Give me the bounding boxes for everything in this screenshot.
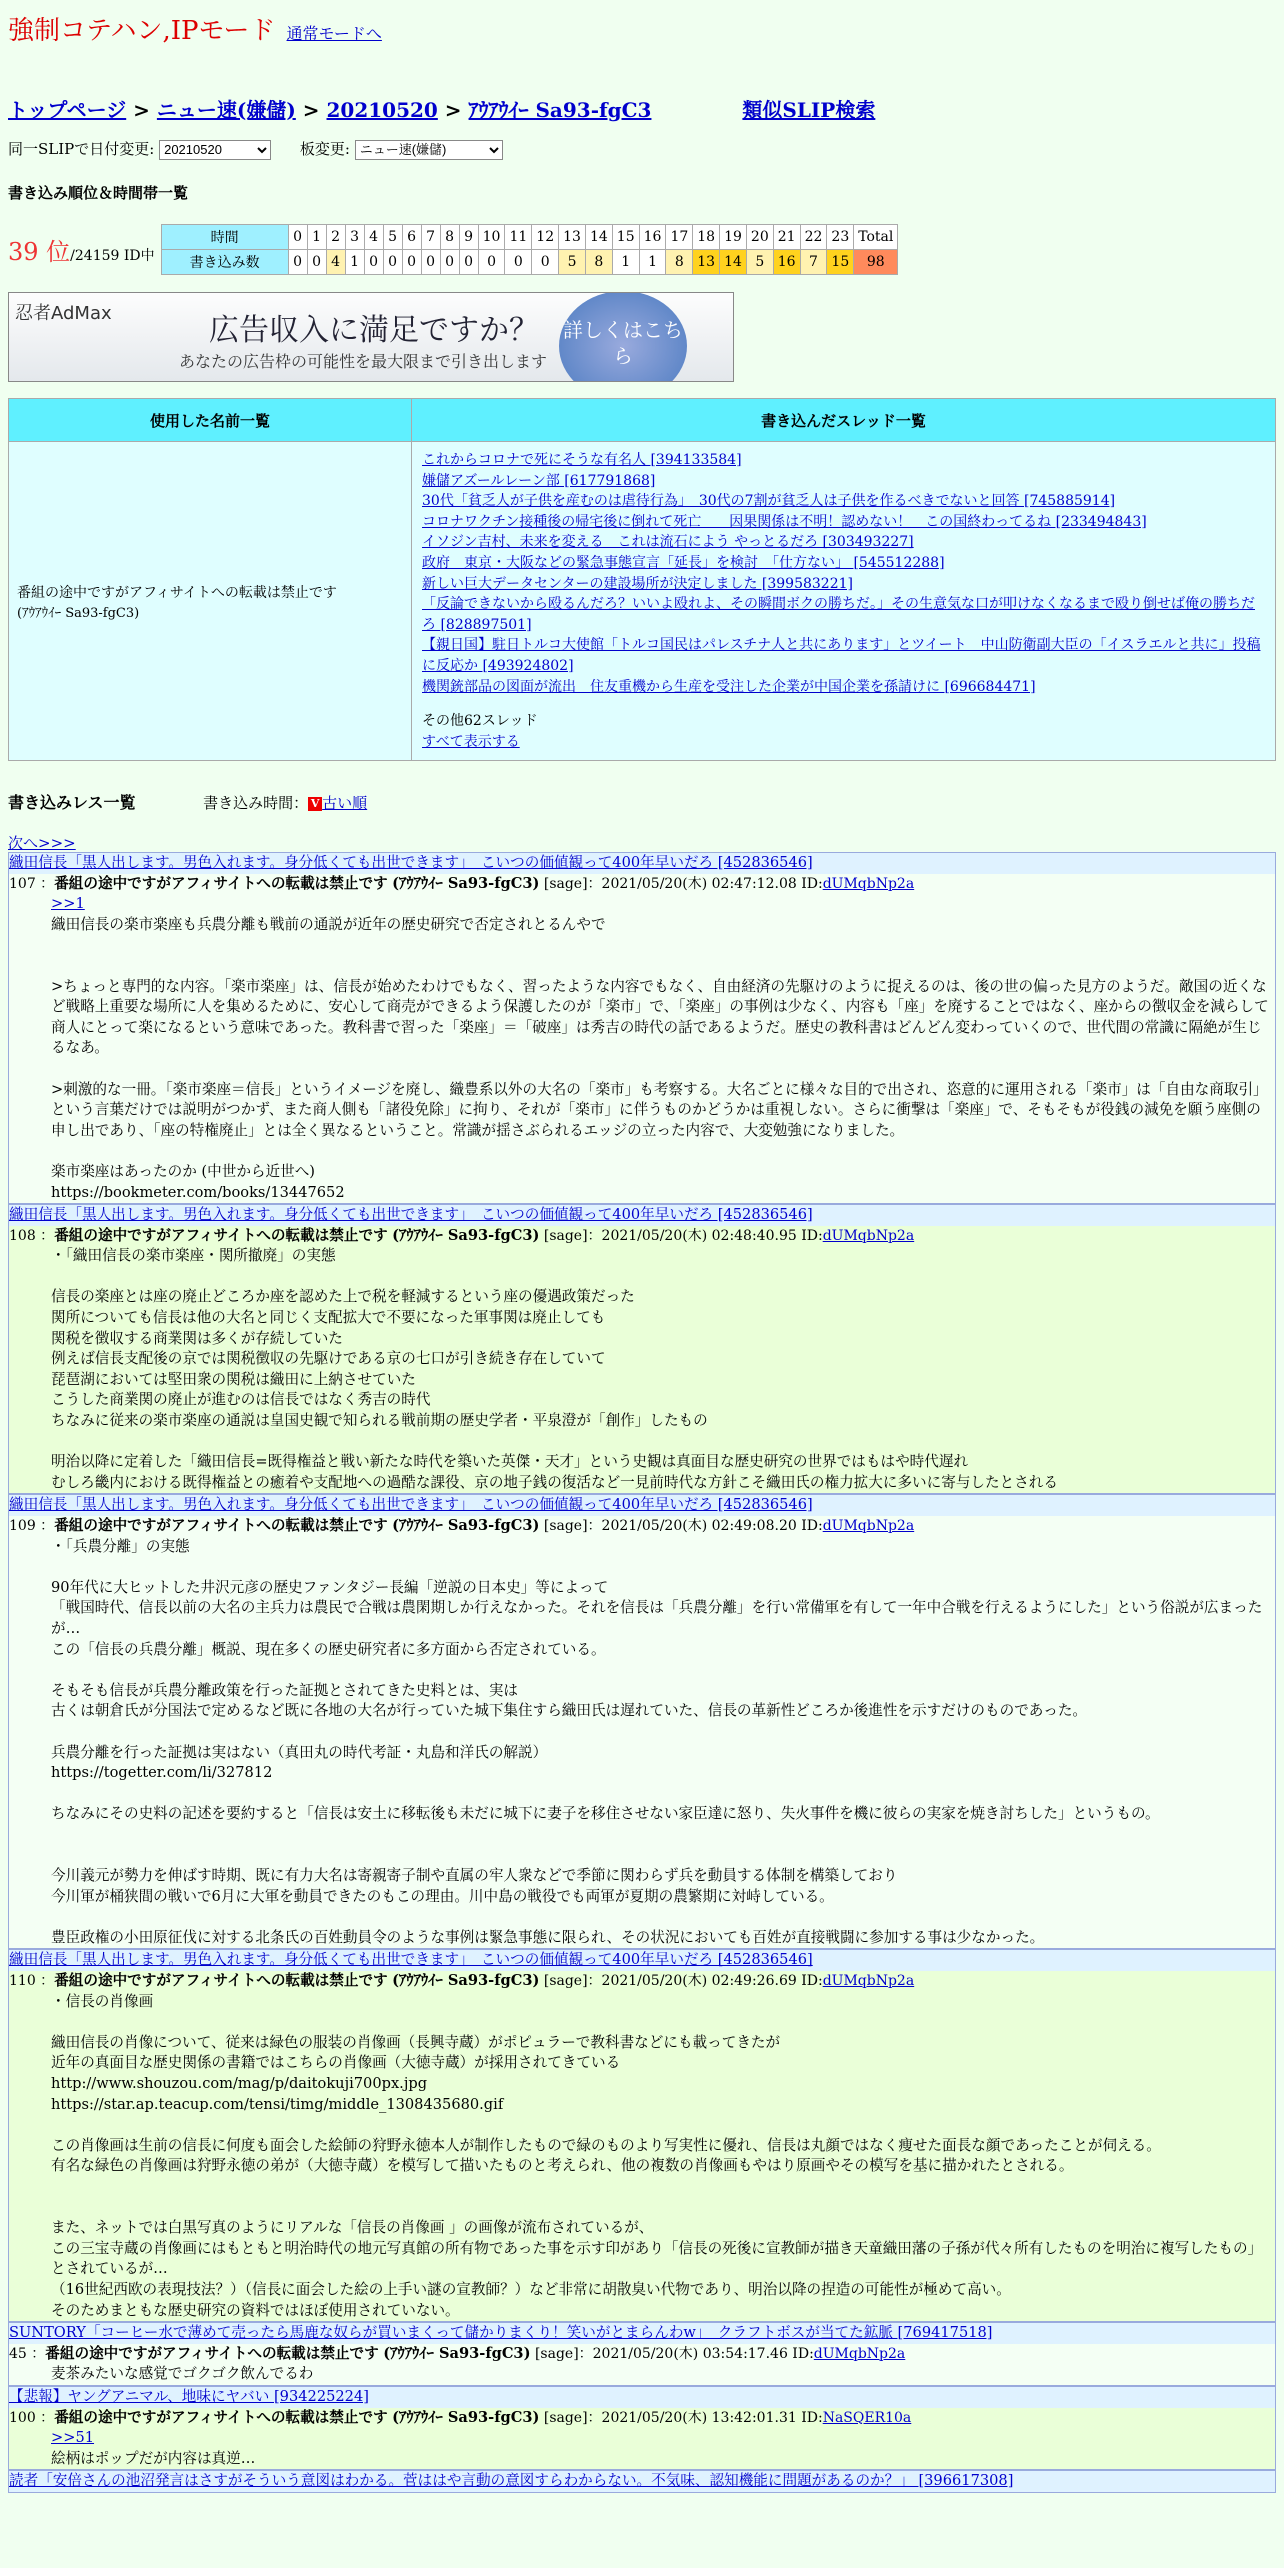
thread-link[interactable]: コロナワクチン接種後の帰宅後に倒れて死亡 因果関係は不明！認めない！ この国終わってるね [233494843] xyxy=(422,513,1147,530)
hour-count-cell: 0 xyxy=(383,250,402,275)
hour-header-cell: 7 xyxy=(421,225,440,250)
hour-header-cell: 19 xyxy=(720,225,747,250)
used-name: 番組の途中ですがアフィサイトへの転載は禁止です xyxy=(17,584,337,601)
names-header: 使用した名前一覧 xyxy=(9,399,412,442)
hour-header-cell: 22 xyxy=(800,225,827,250)
ranking-title: 書き込み順位＆時間帯一覧 xyxy=(8,184,189,202)
board-change-label: 板変更: xyxy=(299,140,350,158)
hour-count-cell: 0 xyxy=(364,250,383,275)
hour-header-cell: 23 xyxy=(827,225,854,250)
names-threads-table xyxy=(8,398,1276,761)
hour-header-cell: 17 xyxy=(666,225,693,250)
hour-count-cell: 1 xyxy=(345,250,364,275)
post xyxy=(8,2386,1276,2470)
post xyxy=(8,852,1276,1204)
breadcrumb xyxy=(8,94,875,123)
hour-header-cell: Total xyxy=(854,225,898,250)
hour-header-cell: 0 xyxy=(288,225,307,250)
ad-title: 広告収入に満足ですか？ xyxy=(209,313,539,348)
thread-list-cell xyxy=(412,442,1276,761)
hour-count-cell: 5 xyxy=(746,250,773,275)
more-threads xyxy=(422,711,1265,752)
post-time-label: 書き込み時間： xyxy=(203,794,309,812)
breadcrumb-sep: > xyxy=(126,98,157,122)
post xyxy=(8,1204,1276,1494)
board-select[interactable] xyxy=(355,140,503,160)
hour-header-cell: 14 xyxy=(585,225,612,250)
thread-link[interactable]: 「反論できないから殴るんだろ？いいよ殴れよ、その瞬間ボクの勝ちだ。」その生意気な口が叩けなくなるまで殴り倒せば俺の勝ちだろ [828897501] xyxy=(422,596,1255,633)
thread-list xyxy=(422,450,1265,697)
hour-header-cell: 16 xyxy=(639,225,666,250)
post-text: ・「兵農分離」の実態 90年代に大ヒットした井沢元彦の歴史ファンタジー長編「逆説の日本史」等によって 「戦国時代、信長以前の大名の主兵力は農民で合戦は農閑期しか行えなかった。それを信長は「兵農分離」を行い常備軍を有して一年中合戦を行えるようにした」という俗説が広まったが… この「信長の兵農分離」概説、現在多くの歴史研究者に多方面から否定されている。 そもそも信長が兵農分離政策を行った証拠とされてきた史料とは、実は 古くは朝倉氏が分国法で定めるなど既に各地の大名が行っていた城下集住すら織田氏は遅れていた、信長の革新性どころか後進性を示すだけのものであった。 兵農分離を行った証拠は実はない（真田丸の時代考証・丸島和洋氏の解説） https://togetter.com/li/327812 ちなみにその史料の記述を要約すると「信長は安土に移転後も未だに城下に妻子を移住させない家臣達に怒り、失火事件を機に彼らの実家を焼き討ちした」というもの。 今川義元が勢力を伸ばす時期、既に有力大名は寄親寄子制や直属の牢人衆などで季節に関わらず兵を動員する体制を構築しており 今川軍が桶狭間の戦いで6月に大軍を動員できたのもこの理由。川中島の戦役でも両軍が夏期の農繁期に対峙している。 豊臣政権の小田原征伐に対する北条氏の百姓動員令のような事例は緊急事態に限られ、その状況においても百姓が直接戦闘に参加する事は少なかった。 xyxy=(51,1537,1263,1946)
responses-title: 書き込みレス一覧 xyxy=(8,793,136,812)
post-date: [sage]：2021/05/20(木) 13:42:01.31 ID: xyxy=(539,2409,823,2426)
post-name: 番組の途中ですがアフィサイトへの転載は禁止です xyxy=(54,1226,388,1244)
post-list xyxy=(8,852,1276,2493)
post-meta: 100 ：番組の途中ですがアフィサイトへの転載は禁止です (ｱｳｱｳｲｰ Sa93-fgC3) [sage]：2021/05/20(木) 13:42:01.31 ID:NaSQER10a xyxy=(9,2408,912,2426)
responses-header xyxy=(8,790,367,813)
hour-header-cell: 10 xyxy=(478,225,505,250)
post-slip: (ｱｳｱｳｲｰ Sa93-fgC3) xyxy=(383,2344,531,2362)
hour-header-cell: 8 xyxy=(440,225,459,250)
breadcrumb-sep: > xyxy=(437,98,469,122)
thread-link[interactable]: 30代「貧乏人が子供を産むのは虐待行為」 30代の7割が貧乏人は子供を作るべきでないと回答 [745885914] xyxy=(422,493,1116,510)
post-name: 番組の途中ですがアフィサイトへの転載は禁止です xyxy=(54,1972,388,1990)
post-id-link[interactable]: dUMqbNp2a xyxy=(822,1973,915,1990)
ad-logo: 忍者AdMax xyxy=(15,303,112,324)
post-text: 織田信長の楽市楽座も兵農分離も戦前の通説が近年の歴史研究で否定されとるんやで >ちょっと専門的な内容。「楽市楽座」は、信長が始めたわけでもなく、習ったような内容でもなく、自由経済の先駆けのように捉えるのは、後の世の偏った見方のようだ。敵国の近くなど戦略上重要な場所に人を集めるために、安心して商売ができるよう保護したのが「楽市」で、「楽座」の事例は少なく、内容も「座」を廃することではなく、座からの徴収金を減らして商人にとって楽になるという意味であった。教科書で習った「楽座」＝「破座」は秀吉の時代の話であるようだ。歴史の教科書はどんどん変わっていくので、世代間の常識に隔絶が生じるなあ。 >刺激的な一冊。「楽市楽座＝信長」というイメージを廃し、織豊系以外の大名の「楽市」も考察する。大名ごとに様々な目的で出され、恣意的に運用される「楽市」は「自由な商取引」という言葉だけでは説明がつかず、また商人側も「諸役免除」に拘り、それが「楽市」に伴うものかどうかは重視しない。さらに衝撃は「楽座」で、そもそもが役銭の減免を願う座側の申し出であり、「座の特権廃止」とは全く異なるということ。常識が揺さぶられるエッジの立った内容で、大変勉強になりました。 楽市楽座はあったのか (中世から近世へ) https://bookmeter.com/books/13447652 xyxy=(51,915,1269,1201)
post-date: [sage]：2021/05/20(木) 02:49:26.69 ID: xyxy=(539,1973,823,1990)
ad-subtitle: あなたの広告枠の可能性を最大限まで引き出します xyxy=(179,352,548,371)
show-all-threads-link[interactable]: すべて表示する xyxy=(422,733,520,750)
post-body xyxy=(9,2428,1275,2469)
thread-link[interactable]: 嫌儲アズールレーン部 [617791868] xyxy=(422,472,656,489)
post-name: 番組の途中ですがアフィサイトへの転載は禁止です xyxy=(54,2408,388,2426)
hour-count-cell: 98 xyxy=(854,250,898,275)
post-anchor-link[interactable]: >>51 xyxy=(51,2429,95,2447)
page-header xyxy=(8,10,382,47)
post-number: 107 xyxy=(9,875,36,892)
ad-details-button[interactable]: 詳しくはこちら xyxy=(559,292,687,382)
date-select[interactable] xyxy=(159,140,271,160)
hour-count-cell: 4 xyxy=(326,250,345,275)
thread-link[interactable]: 機関銃部品の図面が流出 住友重機から生産を受注した企業が中国企業を孫請けに [696684471] xyxy=(422,678,1036,695)
hour-count-cell: 0 xyxy=(307,250,326,275)
hour-count-cell: 5 xyxy=(559,250,586,275)
breadcrumb-id[interactable]: ｱｳｱｳｲｰ Sa93-fgC3 xyxy=(468,98,652,122)
hour-count-cell: 0 xyxy=(402,250,421,275)
hour-count-cell: 0 xyxy=(459,250,478,275)
post-id-link[interactable]: dUMqbNp2a xyxy=(813,2345,906,2362)
hour-count-cell: 0 xyxy=(288,250,307,275)
post-text: ・「織田信長の楽市楽座・関所撤廃」の実態 信長の楽座とは座の廃止どころか座を認めた上で税を軽減するという座の優遇政策だった 関所についても信長は他の大名と同じく支配拡大で不要になった軍事関は廃止しても 関税を徴収する商業関は多くが存続していた 例えば信長支配後の京では関税徴収の先駆けである京の七口が引き続き存在していて 琵琶湖においては堅田衆の関税は織田に上納させていた こうした商業関の廃止が進むのは信長ではなく秀吉の時代 ちなみに従来の楽市楽座の通説は皇国史観で知られる戦前期の歴史学者・平泉澄が「創作」したもの 明治以降に定着した「織田信長=既得権益と戦い新たな時代を築いた英傑・天才」という史観は真面目な歴史研究の世界ではもはや時代遅れ むしろ畿内における既得権益との癒着や支配地への過酷な課役、京の地子銭の復活など一見前時代な方針こそ織田氏の権力拡大に多いに寄与したとされる xyxy=(51,1247,1058,1491)
post-anchor-link[interactable]: >>1 xyxy=(51,895,85,913)
hour-count-cell: 7 xyxy=(800,250,827,275)
post-body xyxy=(9,2364,1275,2385)
post-slip: (ｱｳｱｳｲｰ Sa93-fgC3) xyxy=(392,2408,540,2426)
post-id-link[interactable]: dUMqbNp2a xyxy=(822,875,915,892)
date-change-label: 同一SLIPで日付変更: xyxy=(8,140,155,158)
post-number: 109 xyxy=(9,1518,36,1534)
post-name: 番組の途中ですがアフィサイトへの転載は禁止です xyxy=(45,2344,379,2362)
post-date: [sage]：2021/05/20(木) 02:49:08.20 ID: xyxy=(539,1518,823,1534)
post-date: [sage]：2021/05/20(木) 02:48:40.95 ID: xyxy=(539,1227,823,1244)
post-meta: 108 ：番組の途中ですがアフィサイトへの転載は禁止です (ｱｳｱｳｲｰ Sa93-fgC3) [sage]：2021/05/20(木) 02:48:40.95 ID:dUMqbNp2a xyxy=(9,1226,915,1244)
hour-header-cell: 1 xyxy=(307,225,326,250)
hour-header-cell: 2 xyxy=(326,225,345,250)
used-name-id: (ｱｳｱｳｲｰ Sa93-fgC3) xyxy=(17,605,140,621)
post-text: ・信長の肖像画 織田信長の肖像について、従来は緑色の服装の肖像画（長興寺蔵）がポピュラーで教科書などにも載ってきたが 近年の真面目な歴史関係の書籍ではこちらの肖像画（大徳寺蔵）が採用されてきている http://www.shouzou.com/mag/p/daitokuji700px.jpg https://star.ap.teacup.com/tensi/timg/middle_1308435680.gif この肖像画は生前の信長に何度も面会した絵師の狩野永徳本人が制作したもので緑のものより写実性に優れ、信長は丸顔ではなく痩せた面長な顔であったことが伺える。 有名な緑色の肖像画は狩野永徳の弟が（大徳寺蔵）を模写して描いたものと考えられ、他の複数の肖像画もやはり原画やその模写を基に描かれたとされる。 また、ネットでは白黒写真のようにリアルな「信長の肖像画 」の画像が流布されているが、 この三宝寺蔵の肖像画にはもともと明治時代の地元写真館の所有物であった事を示す印があり「信長の死後に宣教師が描き天童織田藩の子孫が代々所有したものを明治に複写したもの」とされているが… （16世紀西欧の表現技法？）（信長に面会した絵の上手い謎の宣教師？）など非常に胡散臭い代物であり、明治以降の捏造の可能性が極めて高い。 そのためまともな歴史研究の資料ではほぼ使用されていない。 xyxy=(51,1992,1263,2319)
oldest-first-link[interactable]: 古い順 xyxy=(322,794,368,812)
post-id-link[interactable]: dUMqbNp2a xyxy=(822,1227,915,1244)
hour-count-cell: 1 xyxy=(639,250,666,275)
hour-header-cell: 21 xyxy=(773,225,800,250)
breadcrumb-date[interactable]: 20210520 xyxy=(326,98,438,122)
post-thread-link[interactable]: 織田信長「黒人出します。男色入れます。身分低くても出世できます」 こいつの価値観って400年早いだろ [452836546] xyxy=(9,1950,1275,1971)
post-meta: 109 ：番組の途中ですがアフィサイトへの転載は禁止です (ｱｳｱｳｲｰ Sa93-fgC3) [sage]：2021/05/20(木) 02:49:08.20 ID:dUMqbNp2a xyxy=(9,1517,915,1534)
hour-count-cell: 16 xyxy=(773,250,800,275)
threads-header: 書き込んだスレッド一覧 xyxy=(412,399,1276,442)
rank-cell xyxy=(8,225,161,275)
post-body xyxy=(9,1537,1275,1949)
post-thread-link[interactable]: 織田信長「黒人出します。男色入れます。身分低くても出世できます」 こいつの価値観って400年早いだろ [452836546] xyxy=(9,853,1275,874)
hour-header-cell: 12 xyxy=(532,225,559,250)
post-id-link[interactable]: dUMqbNp2a xyxy=(822,1518,915,1534)
name-cell xyxy=(9,442,412,761)
hour-count-cell: 0 xyxy=(421,250,440,275)
post xyxy=(8,1494,1276,1949)
hour-count-cell: 14 xyxy=(720,250,747,275)
breadcrumb-sep: > xyxy=(295,98,327,122)
post-slip: (ｱｳｱｳｲｰ Sa93-fgC3) xyxy=(392,1226,540,1244)
similar-slip-search-link[interactable]: 類似SLIP検索 xyxy=(742,98,876,122)
hour-count-cell: 0 xyxy=(505,250,532,275)
ad-banner[interactable] xyxy=(8,292,734,382)
hour-count-cell: 1 xyxy=(612,250,639,275)
post-thread-link[interactable]: 織田信長「黒人出します。男色入れます。身分低くても出世できます」 こいつの価値観って400年早いだろ [452836546] xyxy=(9,1495,1275,1516)
hour-count-cell: 8 xyxy=(585,250,612,275)
thread-link[interactable]: 新しい巨大データセンターの建設場所が決定しました [399583221] xyxy=(422,575,853,592)
hour-count-cell: 0 xyxy=(478,250,505,275)
thread-link[interactable]: 政府 東京・大阪などの緊急事態宣言「延長」を検討 「仕方ない」 [545512288] xyxy=(422,554,945,571)
order-control xyxy=(203,794,367,812)
post-thread-link[interactable]: 織田信長「黒人出します。男色入れます。身分低くても出世できます」 こいつの価値観って400年早いだろ [452836546] xyxy=(9,1205,1275,1226)
rank-total: /24159 ID中 xyxy=(70,248,155,264)
post-number: 100 xyxy=(9,2409,36,2426)
sort-order-icon: V xyxy=(308,797,322,811)
hour-header-cell: 18 xyxy=(693,225,720,250)
post-meta: 110 ：番組の途中ですがアフィサイトへの転載は禁止です (ｱｳｱｳｲｰ Sa93-fgC3) [sage]：2021/05/20(木) 02:49:26.69 ID:dUMqbNp2a xyxy=(9,1972,915,1990)
breadcrumb-board[interactable]: ニュー速(嫌儲) xyxy=(156,98,296,122)
hour-header-cell: 5 xyxy=(383,225,402,250)
page-title: 強制コテハン,IPモード xyxy=(8,16,276,46)
post-body xyxy=(9,1992,1275,2322)
hour-header-cell: 13 xyxy=(559,225,586,250)
post-date: [sage]：2021/05/20(木) 02:47:12.08 ID: xyxy=(539,875,823,892)
hour-header-cell: 9 xyxy=(459,225,478,250)
normal-mode-link[interactable]: 通常モードへ xyxy=(286,24,382,43)
post-body xyxy=(9,1246,1275,1493)
post-thread-link[interactable]: 【悲報】ヤングアニマル、地味にヤバい [934225224] xyxy=(9,2387,1275,2408)
post-number: 108 xyxy=(9,1227,36,1244)
hour-count-cell: 0 xyxy=(532,250,559,275)
selector-row xyxy=(8,138,527,160)
post-number: 110 xyxy=(9,1973,36,1990)
count-label: 書き込み数 xyxy=(161,250,288,275)
post xyxy=(8,2470,1276,2493)
post-thread-link[interactable]: 読者「安倍さんの池沼発言はさすがそういう意図はわかる。菅ははや言動の意図すらわからない。不気味、認知機能に問題があるのか？」 [396617308] xyxy=(9,2471,1275,2492)
post-name: 番組の途中ですがアフィサイトへの転載は禁止です xyxy=(54,1517,388,1534)
post xyxy=(8,2322,1276,2386)
post-name: 番組の途中ですがアフィサイトへの転載は禁止です xyxy=(54,874,388,892)
post xyxy=(8,1949,1276,2322)
hour-header-cell: 11 xyxy=(505,225,532,250)
post-date: [sage]：2021/05/20(木) 03:54:17.46 ID: xyxy=(530,2345,814,2362)
hour-header-cell: 4 xyxy=(364,225,383,250)
post-slip: (ｱｳｱｳｲｰ Sa93-fgC3) xyxy=(392,874,540,892)
hour-count-cell: 13 xyxy=(693,250,720,275)
hour-header-cell: 3 xyxy=(345,225,364,250)
post-meta: 45 ：番組の途中ですがアフィサイトへの転載は禁止です (ｱｳｱｳｲｰ Sa93-fgC3) [sage]：2021/05/20(木) 03:54:17.46 ID:dUMqbNp2a xyxy=(9,2344,906,2362)
post-body xyxy=(9,894,1275,1203)
ranking-table xyxy=(8,224,898,275)
next-page-link[interactable]: 次へ>>> xyxy=(8,834,76,852)
post-meta: 107 ：番組の途中ですがアフィサイトへの転載は禁止です (ｱｳｱｳｲｰ Sa93-fgC3) [sage]：2021/05/20(木) 02:47:12.08 ID:dUMqbNp2a xyxy=(9,874,915,892)
hour-count-cell: 15 xyxy=(827,250,854,275)
post-thread-link[interactable]: SUNTORY「コーヒー水で薄めて売ったら馬鹿な奴らが買いまくって儲かりまくり！笑いがとまらんわw」 クラフトボスが当てた鉱脈 [769417518] xyxy=(9,2323,1275,2344)
rank-value: 39 位 xyxy=(8,238,71,266)
post-id-link[interactable]: NaSQER10a xyxy=(822,2409,912,2426)
post-number: 45 xyxy=(9,2345,27,2362)
post-slip: (ｱｳｱｳｲｰ Sa93-fgC3) xyxy=(392,1972,540,1990)
hour-count-cell: 0 xyxy=(440,250,459,275)
breadcrumb-top[interactable]: トップページ xyxy=(8,98,127,122)
hour-count-cell: 8 xyxy=(666,250,693,275)
post-slip: (ｱｳｱｳｲｰ Sa93-fgC3) xyxy=(392,1517,540,1534)
hour-header-cell: 20 xyxy=(746,225,773,250)
hour-header-cell: 6 xyxy=(402,225,421,250)
post-text: 絵柄はポップだが内容は真逆… xyxy=(51,2449,256,2467)
thread-link[interactable]: これからコロナで死にそうな有名人 [394133584] xyxy=(422,452,742,468)
hour-header-cell: 15 xyxy=(612,225,639,250)
thread-link[interactable]: 【親日国】駐日トルコ大使館「トルコ国民はパレスチナ人と共にあります」とツイート 中山防衛副大臣の「イスラエルと共に」投稿に反応か [493924802] xyxy=(422,637,1261,674)
post-text: 麦茶みたいな感覚でゴクゴク飲んでるわ xyxy=(51,2365,314,2383)
thread-link[interactable]: イソジン吉村、未来を変える これは流石によう やっとるだろ [303493227] xyxy=(422,534,914,551)
time-label: 時間 xyxy=(161,225,288,250)
more-threads-count: その他62スレッド xyxy=(422,713,538,730)
